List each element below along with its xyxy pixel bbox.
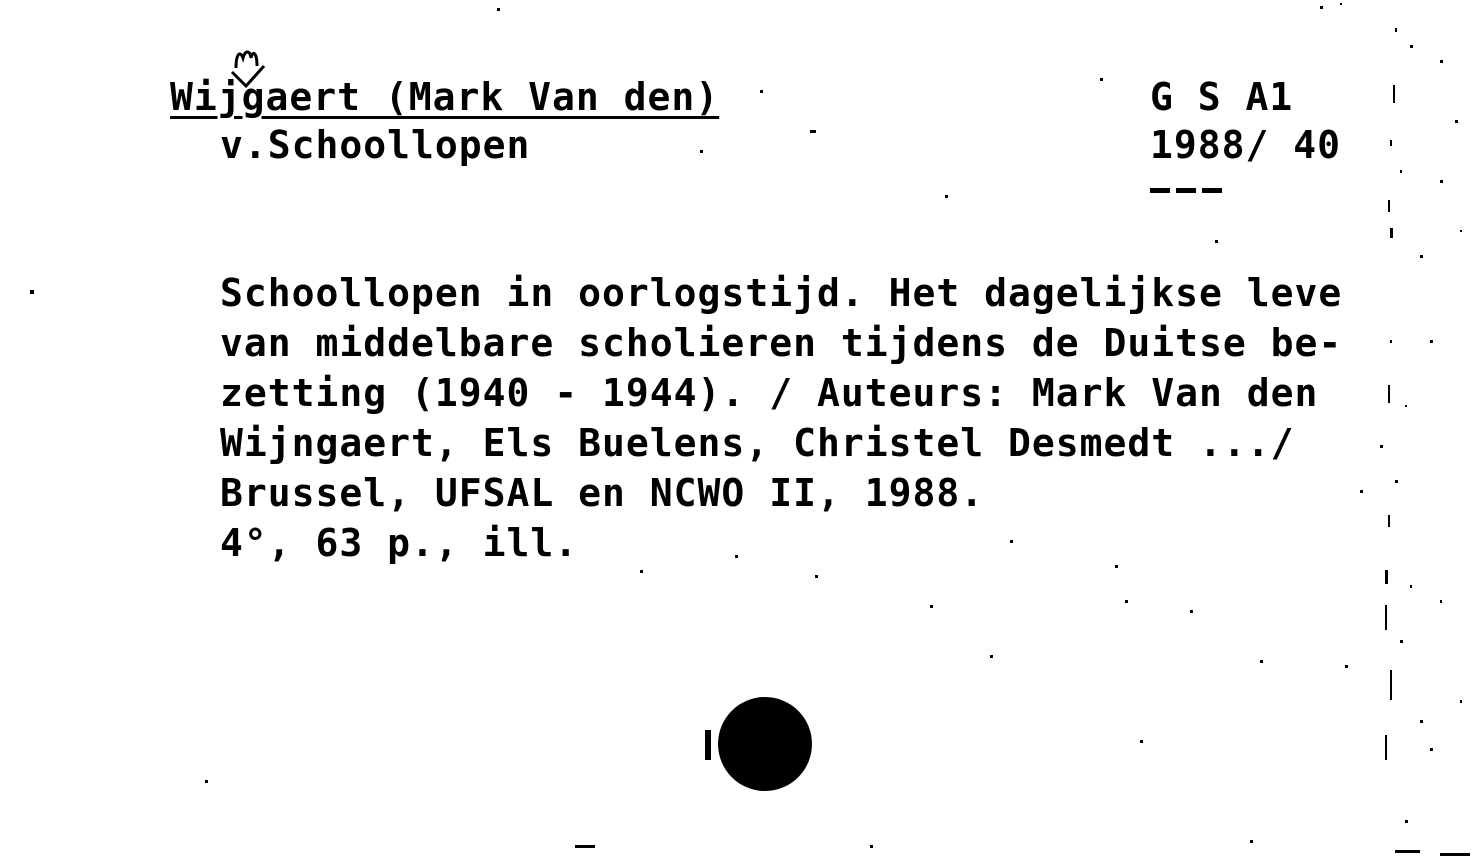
call-number: G S A1 [1150,75,1294,119]
description-line: Wijngaert, Els Buelens, Christel Desmedt .../ [220,421,1295,465]
description-line: zetting (1940 - 1944). / Auteurs: Mark Van den [220,371,1319,415]
subject-subtitle: v.Schoollopen [220,123,531,167]
year-number: 1988/ 40 [1150,123,1342,167]
description-line: 4°, 63 p., ill. [220,521,579,565]
description-line: Brussel, UFSAL en NCWO II, 1988. [220,471,985,515]
description-line: Schoollopen in oorlogstijd. Het dagelijkse leve [220,271,1343,315]
author-heading: Wijgaert (Mark Van den) [170,75,720,119]
description-line: van middelbare scholieren tijdens de Duitse be- [220,321,1343,365]
